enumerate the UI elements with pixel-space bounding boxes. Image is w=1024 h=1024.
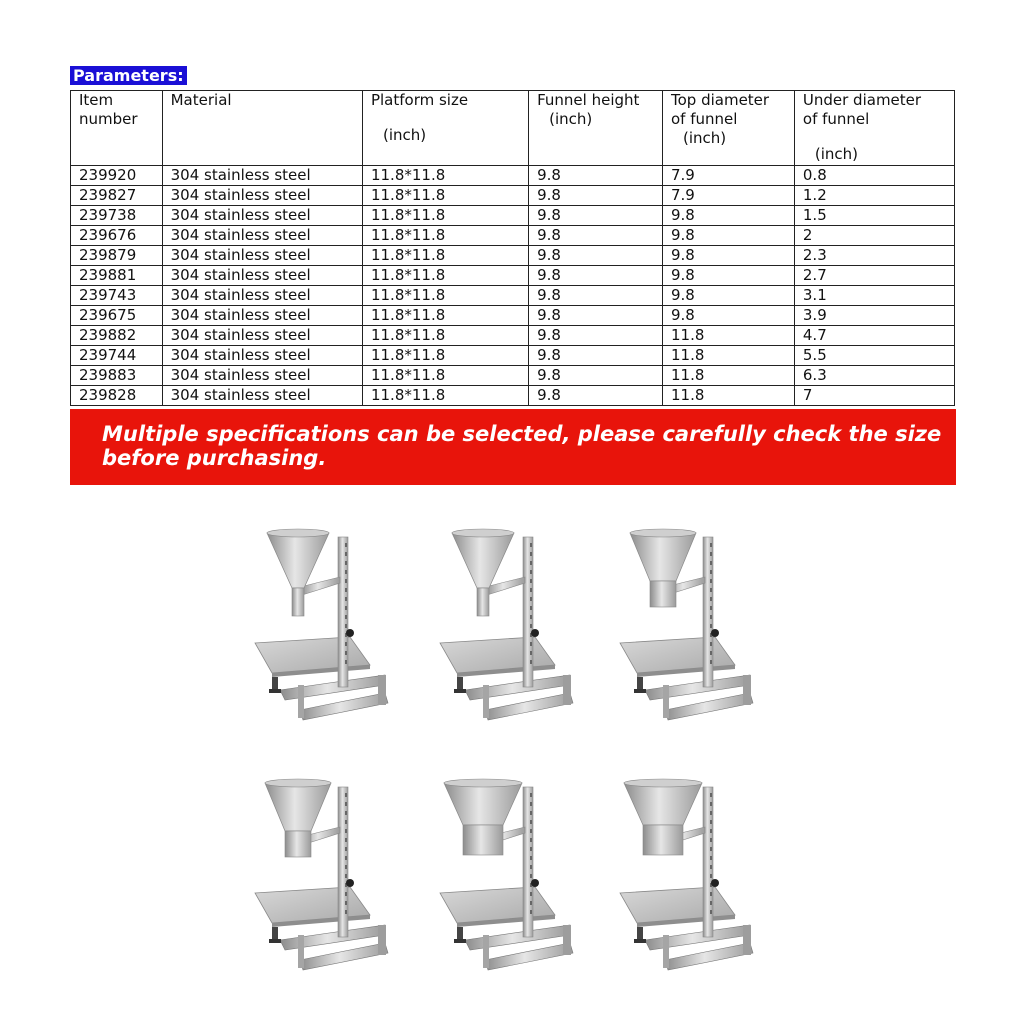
product-photo [255,779,388,970]
cell-under-diameter: 2.7 [794,266,954,286]
cell-funnel-height: 9.8 [529,266,663,286]
cell-platform-size: 11.8*11.8 [362,226,528,246]
cell-platform-size: 11.8*11.8 [362,366,528,386]
cell-material: 304 stainless steel [162,306,362,326]
table-row [71,186,955,206]
cell-top-diameter: 11.8 [663,326,795,346]
notice-banner: Multiple specifications can be selected, please carefully check the size before purchasing. [70,409,956,485]
cell-funnel-height: 9.8 [529,326,663,346]
cell-under-diameter: 3.1 [794,286,954,306]
product-photo [620,529,753,720]
cell-funnel-height: 9.8 [529,306,663,326]
cell-material: 304 stainless steel [162,386,362,406]
header-under-diameter [794,91,954,166]
header-material: Material [162,91,362,166]
cell-top-diameter: 9.8 [663,266,795,286]
table-row [71,326,955,346]
table-row [71,266,955,286]
table-row [71,226,955,246]
cell-material: 304 stainless steel [162,286,362,306]
cell-top-diameter: 9.8 [663,246,795,266]
table-row [71,306,955,326]
header-funnel-height-label: Funnel height [537,91,640,109]
cell-item-number: 239743 [71,286,163,306]
cell-funnel-height: 9.8 [529,346,663,366]
cell-material: 304 stainless steel [162,226,362,246]
table-row [71,366,955,386]
cell-funnel-height: 9.8 [529,186,663,206]
cell-top-diameter: 11.8 [663,346,795,366]
parameters-table [70,90,955,406]
header-funnel-height [529,91,663,166]
cell-funnel-height: 9.8 [529,366,663,386]
cell-under-diameter: 0.8 [794,166,954,186]
cell-top-diameter: 9.8 [663,306,795,326]
cell-platform-size: 11.8*11.8 [362,266,528,286]
header-top-diameter-label: Top diameter of funnel [671,91,770,128]
cell-under-diameter: 1.5 [794,206,954,226]
cell-top-diameter: 11.8 [663,386,795,406]
cell-item-number: 239828 [71,386,163,406]
cell-material: 304 stainless steel [162,346,362,366]
header-funnel-height-unit: (inch) [549,110,593,128]
cell-platform-size: 11.8*11.8 [362,286,528,306]
cell-platform-size: 11.8*11.8 [362,206,528,226]
cell-funnel-height: 9.8 [529,286,663,306]
table-row [71,166,955,186]
cell-top-diameter: 9.8 [663,286,795,306]
table-row [71,286,955,306]
cell-platform-size: 11.8*11.8 [362,186,528,206]
cell-funnel-height: 9.8 [529,226,663,246]
cell-under-diameter: 5.5 [794,346,954,366]
table-row [71,346,955,366]
product-photo [440,779,573,970]
cell-under-diameter: 6.3 [794,366,954,386]
table-row [71,206,955,226]
cell-platform-size: 11.8*11.8 [362,166,528,186]
cell-material: 304 stainless steel [162,246,362,266]
cell-material: 304 stainless steel [162,326,362,346]
cell-funnel-height: 9.8 [529,246,663,266]
product-photo [620,779,753,970]
cell-top-diameter: 7.9 [663,186,795,206]
cell-under-diameter: 2.3 [794,246,954,266]
cell-funnel-height: 9.8 [529,166,663,186]
cell-platform-size: 11.8*11.8 [362,326,528,346]
cell-item-number: 239882 [71,326,163,346]
cell-top-diameter: 7.9 [663,166,795,186]
cell-item-number: 239675 [71,306,163,326]
cell-platform-size: 11.8*11.8 [362,246,528,266]
cell-item-number: 239920 [71,166,163,186]
header-platform-size [362,91,528,166]
cell-funnel-height: 9.8 [529,386,663,406]
cell-under-diameter: 2 [794,226,954,246]
cell-material: 304 stainless steel [162,366,362,386]
header-under-diameter-label: Under diameter of funnel [802,91,922,128]
cell-platform-size: 11.8*11.8 [362,386,528,406]
product-photo [255,529,388,720]
cell-item-number: 239744 [71,346,163,366]
cell-material: 304 stainless steel [162,206,362,226]
header-under-diameter-unit: (inch) [814,145,859,163]
cell-item-number: 239738 [71,206,163,226]
header-platform-label: Platform size [370,91,469,109]
cell-under-diameter: 1.2 [794,186,954,206]
header-item-number: Item number [71,91,163,166]
cell-item-number: 239676 [71,226,163,246]
cell-material: 304 stainless steel [162,266,362,286]
cell-under-diameter: 7 [794,386,954,406]
header-top-diameter-unit: (inch) [683,129,727,147]
header-platform-unit: (inch) [382,126,427,144]
cell-top-diameter: 9.8 [663,206,795,226]
cell-funnel-height: 9.8 [529,206,663,226]
cell-under-diameter: 3.9 [794,306,954,326]
cell-top-diameter: 9.8 [663,226,795,246]
cell-under-diameter: 4.7 [794,326,954,346]
header-top-diameter [663,91,795,166]
cell-material: 304 stainless steel [162,186,362,206]
cell-item-number: 239827 [71,186,163,206]
product-photo [440,529,573,720]
table-body [71,166,955,406]
cell-platform-size: 11.8*11.8 [362,346,528,366]
table-row [71,246,955,266]
cell-item-number: 239879 [71,246,163,266]
parameters-label: Parameters: [70,66,187,85]
table-header-row [71,91,955,166]
cell-item-number: 239883 [71,366,163,386]
cell-material: 304 stainless steel [162,166,362,186]
table-row [71,386,955,406]
cell-platform-size: 11.8*11.8 [362,306,528,326]
cell-top-diameter: 11.8 [663,366,795,386]
cell-item-number: 239881 [71,266,163,286]
